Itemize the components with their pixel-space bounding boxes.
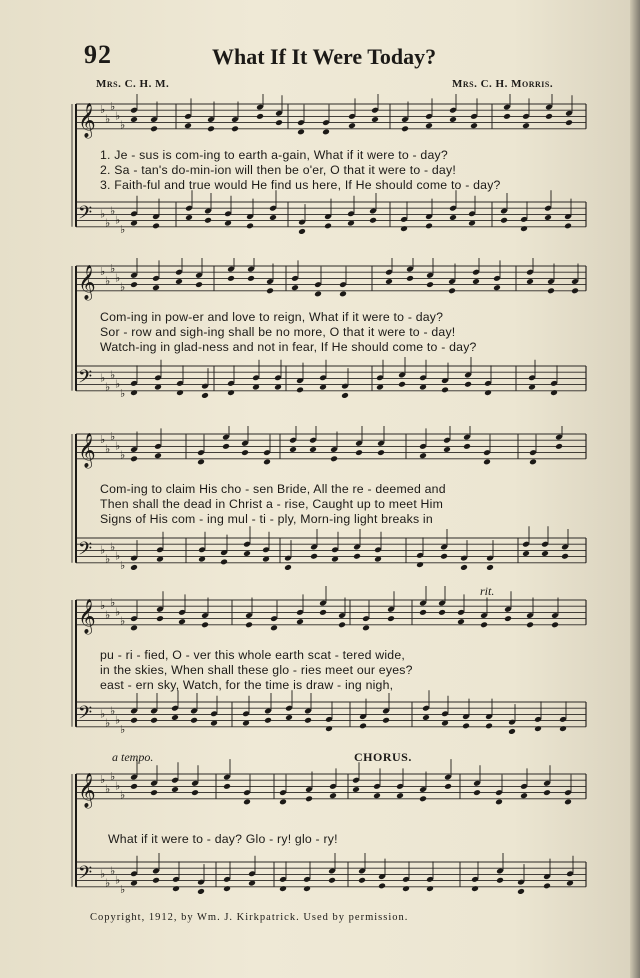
- svg-text:♭: ♭: [100, 103, 106, 117]
- svg-text:♭: ♭: [105, 608, 111, 622]
- svg-text:𝄢: 𝄢: [78, 702, 93, 728]
- music-system-4: [66, 586, 590, 736]
- music-system-2: [66, 258, 590, 408]
- chorus-label: CHORUS.: [354, 750, 412, 764]
- words-credit: Mrs. C. H. M.: [96, 78, 170, 90]
- hymn-number: 92: [84, 40, 112, 69]
- svg-text:♭: ♭: [100, 707, 106, 721]
- svg-text:♭: ♭: [115, 549, 121, 563]
- lyric-line: pu - ri - fied, O - ver this whole earth scat - tered wide,: [100, 648, 405, 662]
- svg-text:♭: ♭: [100, 371, 106, 385]
- svg-text:𝄢: 𝄢: [78, 862, 93, 888]
- svg-text:♭: ♭: [120, 448, 126, 462]
- svg-text:♭: ♭: [105, 552, 111, 566]
- lyric-line: Sor - row and sigh-ing shall be no more, O that it were to - day!: [100, 325, 456, 339]
- svg-text:♭: ♭: [120, 280, 126, 294]
- svg-text:𝄞: 𝄞: [78, 599, 96, 635]
- svg-text:♭: ♭: [115, 605, 121, 619]
- svg-text:♭: ♭: [105, 274, 111, 288]
- svg-text:♭: ♭: [120, 722, 126, 736]
- svg-text:𝄢: 𝄢: [78, 366, 93, 392]
- svg-text:♭: ♭: [100, 867, 106, 881]
- svg-text:♭: ♭: [120, 118, 126, 132]
- svg-text:♭: ♭: [110, 368, 116, 382]
- lyric-line: Then shall the dead in Christ a - rise, Caught up to meet Him: [100, 497, 444, 511]
- lyric-line: Com-ing to claim His cho - sen Bride, All the re - deemed and: [100, 482, 446, 496]
- svg-text:♭: ♭: [115, 439, 121, 453]
- svg-text:♭: ♭: [120, 614, 126, 628]
- svg-text:𝄞: 𝄞: [78, 773, 96, 809]
- lyric-line: 1. Je - sus is com-ing to earth a-gain, What if it were to - day?: [100, 148, 448, 162]
- svg-text:♭: ♭: [100, 599, 106, 613]
- lyric-line: Com-ing in pow-er and love to reign, What if it were to - day?: [100, 310, 444, 324]
- svg-text:♭: ♭: [100, 433, 106, 447]
- music-system-1: [66, 94, 590, 244]
- lyric-line: Watch-ing in glad-ness and not in fear, If He should come to - day?: [100, 340, 477, 354]
- svg-text:♭: ♭: [100, 543, 106, 557]
- svg-text:♭: ♭: [120, 222, 126, 236]
- staff-pair: [66, 750, 590, 910]
- svg-text:♭: ♭: [105, 442, 111, 456]
- svg-text:𝄞: 𝄞: [78, 433, 96, 469]
- svg-text:♭: ♭: [115, 109, 121, 123]
- lyric-line: east - ern sky, Watch, for the time is draw - ing nigh,: [100, 678, 394, 692]
- svg-text:♭: ♭: [105, 716, 111, 730]
- lyric-line: 3. Faith-ful and true would He find us here, If He should come to - day?: [100, 178, 501, 192]
- svg-text:♭: ♭: [110, 262, 116, 276]
- ritardando-marking: rit.: [480, 584, 495, 598]
- svg-text:♭: ♭: [110, 430, 116, 444]
- svg-text:♭: ♭: [105, 112, 111, 126]
- hymn-title: What If It Were Today?: [212, 44, 437, 69]
- svg-text:♭: ♭: [100, 265, 106, 279]
- svg-text:♭: ♭: [105, 782, 111, 796]
- svg-text:𝄢: 𝄢: [78, 202, 93, 228]
- svg-text:♭: ♭: [120, 558, 126, 572]
- svg-text:♭: ♭: [115, 377, 121, 391]
- svg-text:♭: ♭: [120, 788, 126, 802]
- music-system-5: [66, 750, 590, 910]
- svg-text:♭: ♭: [110, 864, 116, 878]
- svg-text:♭: ♭: [110, 770, 116, 784]
- svg-text:♭: ♭: [105, 216, 111, 230]
- svg-text:♭: ♭: [105, 876, 111, 890]
- a-tempo-marking: a tempo.: [112, 750, 154, 764]
- svg-text:♭: ♭: [105, 380, 111, 394]
- svg-text:♭: ♭: [110, 540, 116, 554]
- svg-text:♭: ♭: [115, 271, 121, 285]
- music-system-3: [66, 426, 590, 576]
- lyric-line: in the skies, When shall these glo - ries meet our eyes?: [100, 663, 413, 677]
- lyric-line: Signs of His com - ing mul - ti - ply, Morn-ing light breaks in: [100, 512, 433, 526]
- lyric-line: What if it were to - day? Glo - ry! glo - ry!: [108, 832, 338, 846]
- music-credit: Mrs. C. H. Morris.: [452, 78, 554, 90]
- svg-text:𝄞: 𝄞: [78, 103, 96, 139]
- svg-text:♭: ♭: [100, 773, 106, 787]
- page-edge: [630, 0, 640, 978]
- copyright-notice: Copyright, 1912, by Wm. J. Kirkpatrick. Used by permission.: [90, 912, 409, 923]
- svg-text:♭: ♭: [120, 386, 126, 400]
- svg-text:𝄞: 𝄞: [78, 265, 96, 301]
- svg-text:♭: ♭: [115, 873, 121, 887]
- svg-text:♭: ♭: [110, 596, 116, 610]
- svg-text:♭: ♭: [110, 204, 116, 218]
- svg-text:♭: ♭: [110, 704, 116, 718]
- lyric-line: 2. Sa - tan's do-min-ion will then be o'er, O that it were to - day!: [100, 163, 456, 177]
- svg-text:𝄢: 𝄢: [78, 538, 93, 564]
- svg-text:♭: ♭: [115, 713, 121, 727]
- svg-text:♭: ♭: [110, 100, 116, 114]
- svg-text:♭: ♭: [120, 882, 126, 896]
- svg-text:♭: ♭: [115, 779, 121, 793]
- svg-text:♭: ♭: [100, 207, 106, 221]
- svg-text:♭: ♭: [115, 213, 121, 227]
